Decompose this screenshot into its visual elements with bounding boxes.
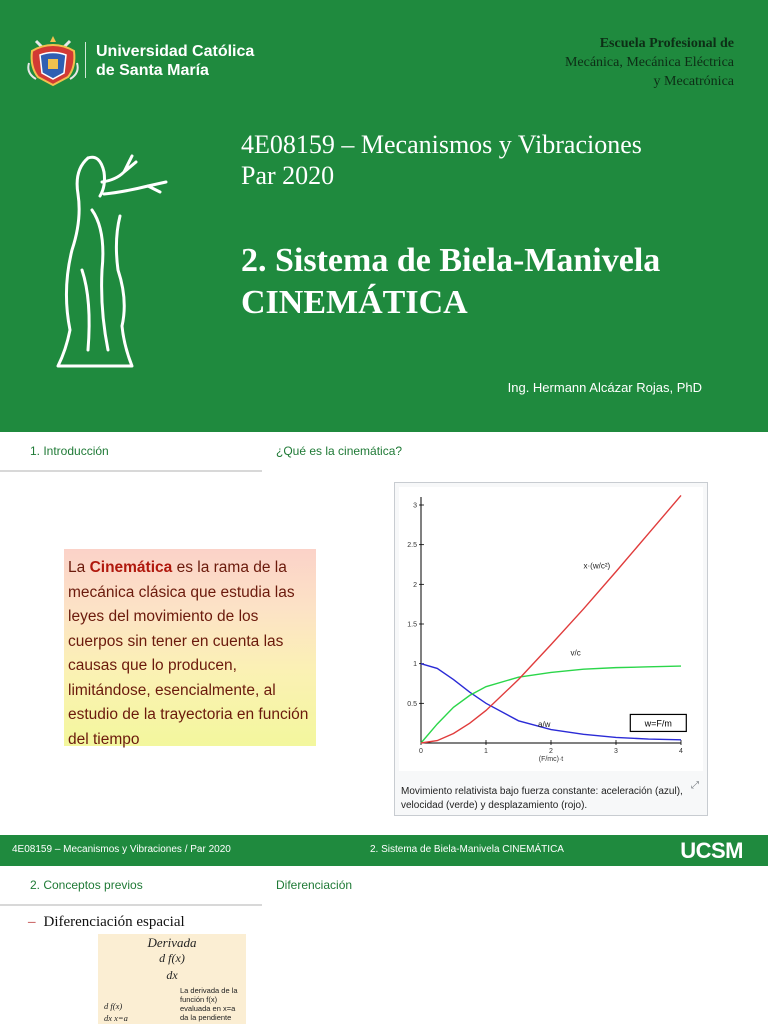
x-axis-label: (F/mc)·t <box>538 756 564 763</box>
y-tick-label: 1 <box>413 661 417 669</box>
series-label: a/w <box>538 720 551 730</box>
virgin-statue-icon <box>52 150 174 372</box>
title-slide <box>0 0 768 432</box>
definition-keyword: Cinemática <box>89 559 173 576</box>
definition-box <box>64 549 316 746</box>
topic-label: Diferenciación <box>276 878 353 892</box>
header-divider <box>0 470 262 472</box>
figure <box>394 482 708 816</box>
intro-slide <box>0 432 768 834</box>
university-name <box>96 42 254 80</box>
footer-course: 4E08159 – Mecanismos y Vibraciones / Par 2020 <box>12 844 231 855</box>
section-label: 2. Conceptos previos <box>30 878 143 892</box>
derivative-evaluation <box>104 1000 128 1024</box>
y-tick-label: 2 <box>413 581 417 589</box>
series-label: v/c <box>570 648 581 658</box>
university-name-line1: Universidad Católica <box>96 43 255 60</box>
school-line1: Escuela Profesional de <box>599 36 734 51</box>
derivative-eval-line1: d f(x) <box>104 1001 123 1011</box>
y-tick-label: 1.5 <box>407 621 417 629</box>
derivative-box <box>98 934 246 1024</box>
university-crest-icon <box>26 33 80 89</box>
main-title-line2: CINEMÁTICA <box>241 284 468 321</box>
x-tick-label: 0 <box>419 748 423 755</box>
x-tick-label: 4 <box>679 748 683 755</box>
main-title-line1: 2. Sistema de Biela-Manivela <box>241 242 661 279</box>
figure-caption: Movimiento relativista bajo fuerza constante: aceleración (azul), velocidad (verde) y desplazamiento (rojo). <box>401 786 683 811</box>
x-tick-label: 3 <box>614 748 618 755</box>
bullet-dash-icon: – <box>28 914 36 930</box>
school-name <box>565 34 734 91</box>
school-line3: y Mecatrónica <box>653 74 734 89</box>
series-label: x·(w/c²) <box>583 561 611 571</box>
section-label: 1. Introducción <box>30 444 109 458</box>
derivative-eval-line2: dx x=a <box>104 1013 128 1023</box>
footer-brand-logo: UCSM <box>680 838 743 863</box>
definition-text <box>68 556 314 752</box>
header-divider <box>0 904 262 906</box>
course-title <box>241 129 642 191</box>
footer-chapter: 2. Sistema de Biela-Manivela CINEMÁTICA <box>370 844 564 855</box>
topic-label: ¿Qué es la cinemática? <box>276 444 403 458</box>
university-name-line2: de Santa María <box>96 62 209 79</box>
course-term: Par 2020 <box>241 161 335 190</box>
kinematics-chart <box>399 487 703 771</box>
derivative-note: La derivada de la función f(x) evaluada en x=a da la pendiente <box>180 986 238 1022</box>
legend-label: w=F/m <box>644 718 672 729</box>
concepts-slide <box>0 866 768 1024</box>
course-code: 4E08159 – Mecanismos y Vibraciones <box>241 130 642 159</box>
definition-prefix: La <box>68 559 90 576</box>
derivative-title: Derivada <box>147 935 197 950</box>
bullet-text: Diferenciación espacial <box>43 914 185 930</box>
school-line2: Mecánica, Mecánica Eléctrica <box>564 55 734 70</box>
x-tick-label: 2 <box>549 748 553 755</box>
logo-divider <box>85 42 86 78</box>
author: Ing. Hermann Alcázar Rojas, PhD <box>507 380 702 395</box>
main-title <box>241 240 660 324</box>
derivative-numerator: d f(x) <box>159 951 185 965</box>
bullet-item <box>28 914 185 931</box>
y-tick-label: 2.5 <box>407 542 417 550</box>
x-tick-label: 1 <box>484 748 488 755</box>
definition-body: es la rama de la mecánica clásica que estudia las leyes del movimiento de los cuerpos sin tener en cuenta las causas que lo producen, limitándose, esencialmente, al estudio de la trayectoria en función del tiempo <box>68 559 309 748</box>
expand-icon[interactable]: ⤢ <box>691 780 699 791</box>
footer-bar <box>0 835 768 866</box>
derivative-denominator: dx <box>166 968 178 982</box>
series-line <box>421 495 681 743</box>
y-tick-label: 0.5 <box>407 700 417 708</box>
y-tick-label: 3 <box>413 502 417 510</box>
